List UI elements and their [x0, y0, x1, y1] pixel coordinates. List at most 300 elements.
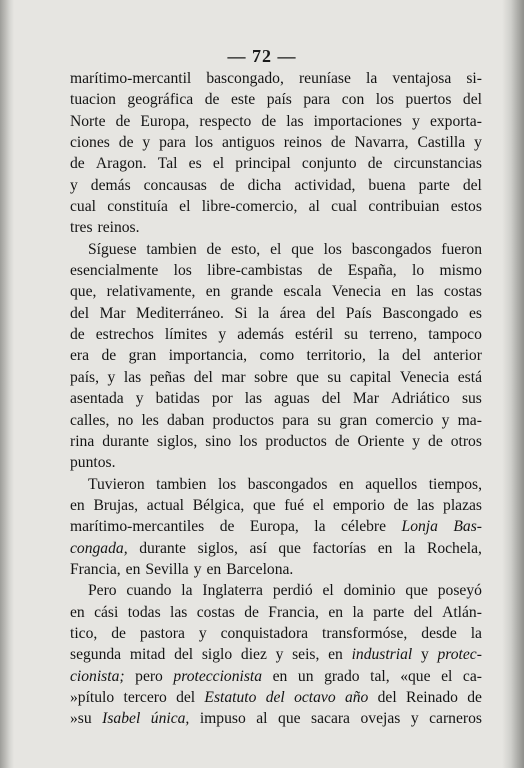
word: ventajosa: [392, 70, 452, 87]
word: plazas: [443, 496, 482, 514]
word: el: [441, 667, 453, 685]
word: fué: [284, 496, 305, 514]
word: y: [275, 646, 284, 664]
text-line: [70, 239, 482, 260]
word: que: [291, 240, 314, 258]
word: tico,: [70, 624, 98, 642]
word: siglo: [201, 646, 233, 664]
word: del: [321, 390, 341, 408]
word: constituía: [107, 198, 168, 216]
word: de: [428, 432, 443, 450]
word: de: [330, 134, 346, 152]
word: Barcelona.: [226, 560, 294, 578]
word: y: [412, 112, 420, 130]
word: la: [352, 603, 364, 621]
text-line: [70, 68, 482, 89]
word: territorio,: [306, 347, 366, 365]
word: de: [111, 624, 126, 642]
word: asentada: [70, 390, 124, 408]
word: límites: [164, 326, 208, 344]
word: bascongado,: [206, 70, 284, 87]
word: parte: [373, 603, 405, 621]
word: de: [115, 112, 131, 130]
word: actual: [146, 496, 185, 514]
text-line: [70, 495, 482, 516]
text-line: [70, 708, 482, 729]
word: Inglaterra: [202, 582, 263, 600]
word: Tal: [157, 155, 178, 173]
text-line: [70, 666, 482, 687]
word: Bas-: [453, 518, 482, 536]
word: de: [244, 603, 259, 621]
word: pero: [135, 667, 163, 685]
word: marítimo-mercantil: [70, 70, 192, 87]
word: Tuvieron: [88, 475, 145, 493]
word: sobre: [254, 368, 288, 386]
word: daban: [167, 411, 205, 429]
word: su: [327, 368, 342, 386]
word: conjunto: [301, 155, 357, 173]
word: en: [70, 496, 85, 514]
word: impuso: [199, 710, 246, 728]
word: Aragon.: [95, 155, 147, 173]
word: el: [212, 155, 225, 173]
word: del: [193, 368, 213, 386]
word: del: [70, 304, 90, 322]
word: del: [174, 646, 194, 664]
word: de: [204, 91, 220, 109]
word: tercero: [123, 688, 167, 706]
word: aguas: [274, 390, 310, 408]
word: rina: [70, 432, 95, 450]
word: la: [404, 539, 416, 557]
word: en: [377, 539, 393, 557]
word: segunda: [70, 646, 122, 664]
word: Mediterráneo.: [136, 304, 224, 322]
word: Francia,: [268, 603, 319, 621]
word: peñas: [149, 368, 186, 386]
word: tuacion: [70, 91, 116, 109]
word: en: [272, 667, 288, 685]
word: país: [266, 91, 292, 109]
word: año: [344, 688, 369, 706]
word: todas: [127, 603, 161, 621]
word: Si: [234, 304, 248, 322]
word: y: [107, 368, 116, 386]
word: de: [101, 347, 117, 365]
word: del: [462, 176, 482, 194]
word: tal,: [370, 667, 390, 685]
word: octavo: [294, 688, 336, 706]
word: ma-: [457, 411, 482, 429]
word: un: [297, 667, 314, 685]
word: importaciones: [313, 112, 402, 130]
word: y: [420, 646, 429, 664]
text-line: [70, 345, 482, 366]
word: al: [308, 198, 320, 216]
word: en: [328, 603, 344, 621]
page-left-edge-shadow: [0, 0, 14, 768]
text-line: [70, 602, 482, 623]
word: su: [344, 326, 359, 344]
word: que: [252, 496, 276, 514]
text-line: [70, 474, 482, 495]
word: bascongados: [247, 475, 328, 493]
word: calles,: [70, 411, 110, 429]
word: que: [278, 710, 301, 728]
word: relativamente,: [106, 283, 196, 301]
text-line: [70, 89, 482, 110]
word: perdió: [272, 582, 313, 600]
text-line: [70, 260, 482, 281]
word: Isabel: [102, 710, 141, 728]
word: desde: [421, 624, 457, 642]
text-line: [70, 111, 482, 132]
word: estos: [450, 198, 482, 216]
word: ciones: [70, 134, 110, 152]
word: única,: [150, 710, 190, 728]
word: fueron: [441, 240, 482, 258]
word: de: [219, 176, 235, 194]
word: del: [462, 91, 482, 109]
word: área: [279, 304, 306, 322]
word: comercio: [375, 411, 434, 429]
word: que,: [70, 283, 97, 301]
word: puntos.: [70, 454, 116, 472]
word: libre-comercio,: [201, 198, 298, 216]
word: cual: [70, 198, 96, 216]
word: país,: [70, 368, 100, 386]
word: el: [312, 496, 325, 514]
word: por: [211, 390, 233, 408]
word: del: [377, 688, 397, 706]
word: Brujas,: [93, 496, 139, 514]
word: Estatuto: [204, 688, 257, 706]
word: tambien: [146, 240, 197, 258]
word: que: [405, 582, 428, 600]
text-line: [70, 410, 482, 431]
word: batidas: [155, 390, 200, 408]
word: carneros: [429, 710, 482, 728]
page-right-edge-shadow: [502, 0, 524, 768]
word: gran: [128, 347, 157, 365]
word: Navarra,: [354, 134, 409, 152]
text-line: [70, 388, 482, 409]
word: transformóse,: [322, 624, 408, 642]
word: industrial: [351, 646, 413, 664]
word: de: [317, 262, 333, 280]
word: la: [314, 518, 326, 536]
word: en: [70, 603, 85, 621]
word: las: [416, 283, 434, 301]
word: Síguese: [88, 240, 137, 258]
word: dicha: [247, 176, 282, 194]
word: Mar: [99, 304, 126, 322]
word: sus: [461, 390, 482, 408]
word: aquellos: [365, 475, 418, 493]
word: en: [391, 283, 407, 301]
word: los: [239, 432, 258, 450]
word: mar: [221, 368, 246, 386]
word: respecto: [199, 112, 252, 130]
word: proteccionista: [173, 667, 263, 685]
word: actividad,: [294, 176, 356, 194]
word: y: [412, 432, 421, 450]
word: les: [141, 411, 159, 429]
word: importancia,: [168, 347, 248, 365]
text-line: [70, 281, 482, 302]
word: los: [194, 134, 214, 152]
text-line: [70, 367, 482, 388]
word: cási: [94, 603, 119, 621]
word: en: [338, 475, 354, 493]
text-line: [70, 687, 482, 708]
word: célebre: [341, 518, 387, 536]
word: Europa,: [249, 518, 299, 536]
word: es: [188, 155, 202, 173]
text-line: [70, 538, 482, 559]
word: y: [218, 326, 227, 344]
word: Atlán-: [442, 603, 482, 621]
word: Lonja: [401, 518, 438, 536]
text-line: [70, 217, 482, 238]
word: lo: [412, 262, 425, 280]
word: de: [261, 112, 277, 130]
word: de: [206, 240, 222, 258]
word: con: [341, 91, 365, 109]
text-line: [70, 623, 482, 644]
word: reinos.: [97, 219, 140, 237]
word: no: [117, 411, 134, 429]
word: para: [303, 91, 331, 109]
word: las: [123, 368, 142, 386]
word: Bascongado: [382, 304, 459, 322]
word: Rochela,: [426, 539, 482, 557]
word: de: [467, 688, 482, 706]
word: seis,: [292, 646, 320, 664]
word: geográfica: [127, 91, 194, 109]
word: puertos: [405, 91, 452, 109]
word: »pítulo: [70, 688, 115, 706]
word: era: [70, 347, 90, 365]
text-line: [70, 580, 482, 601]
text-line: [70, 559, 482, 580]
word: productos: [212, 411, 274, 429]
word: estrechos: [95, 326, 154, 344]
word: reinos: [283, 134, 322, 152]
word: y: [135, 390, 144, 408]
word: estéril: [295, 326, 334, 344]
word: las: [244, 390, 263, 408]
word: factorías: [312, 539, 367, 557]
word: tambien: [156, 475, 207, 493]
word: las: [170, 603, 188, 621]
word: del: [401, 347, 422, 365]
word: de: [219, 518, 235, 536]
word: y: [193, 560, 202, 578]
word: cionista;: [70, 667, 125, 685]
word: de: [70, 155, 85, 173]
word: y: [70, 176, 78, 194]
word: esencialmente: [70, 262, 159, 280]
word: cuando: [126, 582, 172, 600]
word: en: [328, 646, 343, 664]
word: siglos,: [197, 539, 238, 557]
word: esto,: [231, 240, 261, 258]
word: conquistadora: [220, 624, 309, 642]
word: emporio: [332, 496, 385, 514]
text-line: [70, 132, 482, 153]
word: capital: [349, 368, 392, 386]
word: tampoco: [428, 326, 482, 344]
word: está: [457, 368, 482, 386]
word: así: [249, 539, 267, 557]
word: Norte: [70, 112, 106, 130]
word: reuníase: [298, 70, 351, 87]
word: en: [205, 283, 221, 301]
word: terreno,: [369, 326, 418, 344]
text-line: [70, 153, 482, 174]
word: productos: [265, 432, 327, 450]
word: como: [259, 347, 295, 365]
word: dominio: [343, 582, 396, 600]
word: pastora: [139, 624, 185, 642]
word: exporta-: [429, 112, 482, 130]
word: Sevilla: [145, 560, 189, 578]
word: Adriático: [390, 390, 450, 408]
word: tres: [70, 219, 93, 237]
word: otros: [450, 432, 482, 450]
word: costas: [196, 603, 235, 621]
word: del: [176, 688, 196, 706]
word: de: [334, 432, 350, 450]
word: País: [345, 304, 372, 322]
text-line: [70, 175, 482, 196]
word: buena: [368, 176, 406, 194]
word: para: [282, 411, 310, 429]
word: Europa,: [140, 112, 190, 130]
word: grande: [230, 283, 274, 301]
word: libre-cambistas: [207, 262, 303, 280]
word: Pero: [88, 582, 117, 600]
text-line: [70, 196, 482, 217]
word: la: [366, 70, 378, 87]
word: al: [256, 710, 268, 728]
word: poseyó: [437, 582, 482, 600]
word: mitad: [129, 646, 166, 664]
word: ovejas: [360, 710, 401, 728]
word: Francia,: [70, 560, 121, 578]
text-line: [70, 303, 482, 324]
word: su: [317, 411, 332, 429]
word: y: [474, 134, 482, 152]
word: Reinado: [405, 688, 458, 706]
word: grado: [324, 667, 360, 685]
word: España,: [347, 262, 397, 280]
word: la: [257, 304, 270, 322]
word: de: [70, 326, 85, 344]
word: que: [296, 368, 319, 386]
word: gran: [339, 411, 368, 429]
word: siglos,: [156, 432, 198, 450]
word: del: [265, 688, 285, 706]
word: marítimo-mercantiles: [70, 518, 205, 536]
word: el: [322, 582, 334, 600]
text-line: [70, 516, 482, 537]
word: el: [179, 198, 191, 216]
word: si-: [466, 70, 482, 87]
word: además: [237, 326, 284, 344]
word: Oriente: [357, 432, 405, 450]
text-line: [70, 324, 482, 345]
word: los: [173, 262, 192, 280]
word: principal: [235, 155, 291, 173]
word: «que: [400, 667, 431, 685]
word: los: [375, 91, 394, 109]
word: este: [230, 91, 256, 109]
word: costas: [443, 283, 482, 301]
word: Bélgica,: [192, 496, 245, 514]
word: durante: [102, 432, 149, 450]
word: es: [468, 304, 482, 322]
word: la: [378, 347, 390, 365]
word: y: [410, 710, 419, 728]
word: circunstancias: [393, 155, 482, 173]
word: »su: [70, 710, 92, 728]
word: contribuian: [368, 198, 440, 216]
word: Venecia: [399, 368, 450, 386]
word: del: [413, 603, 433, 621]
word: las: [286, 112, 304, 130]
word: Castilla: [417, 134, 466, 152]
word: Mar: [352, 390, 379, 408]
word: congada,: [70, 539, 128, 557]
word: los: [217, 475, 237, 493]
word: demás: [90, 176, 131, 194]
word: las: [416, 496, 435, 514]
word: en: [125, 560, 141, 578]
word: que: [278, 539, 301, 557]
body-text: [70, 68, 482, 730]
word: cual: [331, 198, 358, 216]
word: antiguos: [222, 134, 275, 152]
word: sacara: [311, 710, 350, 728]
word: el: [270, 240, 282, 258]
word: tiempos,: [428, 475, 482, 493]
word: de: [367, 155, 383, 173]
word: de: [118, 134, 134, 152]
word: de: [393, 496, 409, 514]
word: y: [198, 624, 207, 642]
word: mismo: [439, 262, 482, 280]
word: Venecia: [331, 283, 382, 301]
word: la: [181, 582, 193, 600]
page-number: — 72 —: [227, 46, 297, 66]
word: y: [441, 411, 450, 429]
word: escala: [283, 283, 322, 301]
word: parte: [418, 176, 450, 194]
word: concausas: [143, 176, 207, 194]
word: sino: [205, 432, 232, 450]
word: durante: [139, 539, 186, 557]
word: bascongados: [351, 240, 432, 258]
word: en: [206, 560, 222, 578]
text-line: [70, 431, 482, 452]
word: anterior: [433, 347, 482, 365]
word: protec-: [437, 646, 482, 664]
word: los: [323, 240, 342, 258]
word: del: [316, 304, 336, 322]
